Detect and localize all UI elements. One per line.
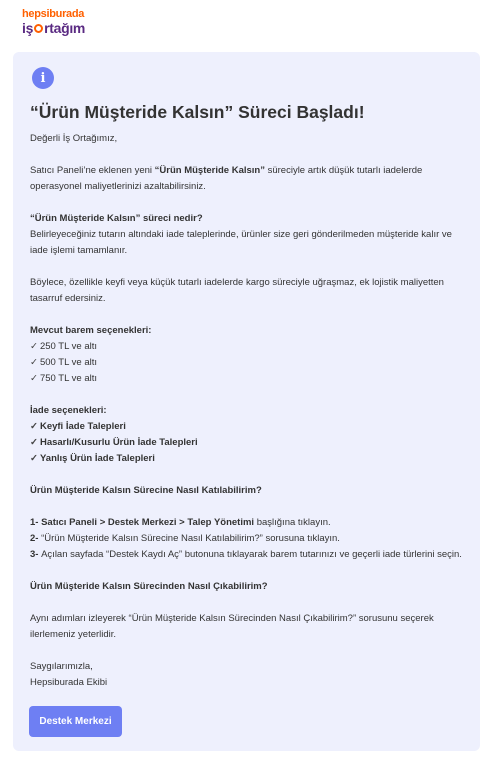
join-step-1: 1- Satıcı Paneli > Destek Merkezi > Talep Yönetimi başlığına tıklayın.	[30, 517, 331, 528]
logo-brand-text: hepsiburada	[22, 8, 85, 20]
thresholds-heading: Mevcut barem seçenekleri:	[30, 325, 152, 336]
what-heading: “Ürün Müşteride Kalsın” süreci nedir?	[30, 213, 203, 224]
logo-partner-left: iş	[22, 20, 34, 36]
list-item: ✓ Keyfi İade Talepleri	[30, 421, 126, 432]
leave-text: Aynı adımları izleyerek “Ürün Müşteride Kalsın Sürecinden Nasıl Çıkabilirim?” sorusunu seçerek ilerlemeniz yeterlidir.	[30, 613, 434, 640]
list-item: ✓ Hasarlı/Kusurlu Ürün İade Talepleri	[30, 437, 198, 448]
email-body	[30, 131, 462, 691]
join-heading: Ürün Müşteride Kalsın Sürecine Nasıl Katılabilirim?	[30, 485, 262, 496]
check-icon: ✓	[30, 437, 38, 448]
signoff-line-1: Saygılarımızla,	[30, 661, 93, 672]
logo-partner-text	[22, 21, 85, 35]
intro-paragraph: Satıcı Paneli’ne eklenen yeni “Ürün Müşteride Kalsın” süreciyle artık düşük tutarlı iadelerde operasyonel maliyetlerinizi azaltabilirsiniz.	[30, 165, 423, 192]
signoff-line-2: Hepsiburada Ekibi	[30, 677, 108, 688]
page-title: “Ürün Müşteride Kalsın” Süreci Başladı!	[30, 102, 365, 122]
check-icon: ✓	[30, 373, 38, 384]
returns-heading: İade seçenekleri:	[30, 405, 107, 416]
what-text: Belirleyeceğiniz tutarın altındaki iade taleplerinde, ürünler size geri gönderilmeden müşteride kalır ve iade işlemi tamamlanır.	[30, 229, 452, 256]
check-icon: ✓	[30, 421, 38, 432]
check-icon: ✓	[30, 341, 38, 352]
logo-partner-right: rtağım	[44, 20, 86, 36]
info-icon: i	[32, 67, 54, 89]
check-icon: ✓	[30, 357, 38, 368]
list-item: ✓ Yanlış Ürün İade Talepleri	[30, 453, 155, 464]
check-icon: ✓	[30, 453, 38, 464]
leave-heading: Ürün Müşteride Kalsın Sürecinden Nasıl Çıkabilirim?	[30, 581, 268, 592]
greeting: Değerli İş Ortağımız,	[30, 133, 118, 144]
join-step-3: 3- Açılan sayfada “Destek Kaydı Aç” butonuna tıklayarak barem tutarınızı ve geçerli iade türlerini seçin.	[30, 549, 462, 560]
list-item: ✓ 750 TL ve altı	[30, 373, 98, 384]
logo-ring-icon	[34, 24, 43, 33]
email-card	[13, 52, 480, 751]
list-item: ✓ 500 TL ve altı	[30, 357, 98, 368]
support-center-button[interactable]: Destek Merkezi	[29, 706, 122, 737]
list-item: ✓ 250 TL ve altı	[30, 341, 98, 352]
join-step-2: 2- “Ürün Müşteride Kalsın Sürecine Nasıl Katılabilirim?” sorusuna tıklayın.	[30, 533, 340, 544]
hepsiburada-isortagim-logo	[22, 9, 85, 35]
benefit-text: Böylece, özellikle keyfi veya küçük tutarlı iadelerde kargo süreciyle uğraşmaz, ek lojistik maliyetten tasarruf edersiniz.	[30, 277, 444, 304]
